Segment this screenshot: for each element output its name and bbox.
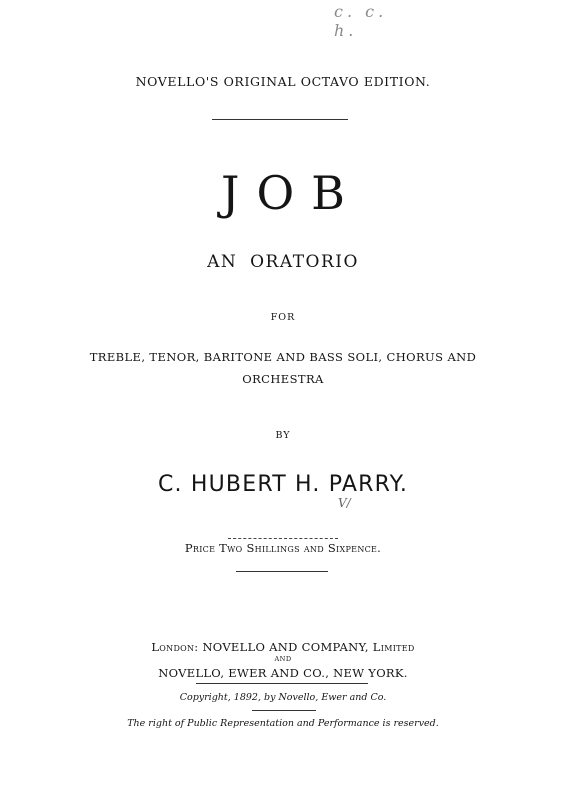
divider-rule [236, 571, 328, 572]
voices-line-2: ORCHESTRA [242, 372, 324, 386]
price-text: Price Two Shillings and Sixpence. [184, 541, 382, 555]
divider-rule [212, 119, 348, 120]
by-label: BY [275, 430, 291, 441]
and-label: AND [274, 655, 292, 663]
divider-rule [196, 683, 368, 684]
work-title: JOB [221, 166, 362, 220]
work-subtitle: AN ORATORIO [207, 252, 359, 272]
divider-rule [252, 710, 316, 711]
publisher-line-2: NOVELLO, EWER AND CO., NEW YORK. [158, 666, 408, 680]
publisher-line-1: London: NOVELLO AND COMPANY, Limited [151, 640, 415, 654]
author-name: C. HUBERT H. PARRY. [157, 472, 409, 497]
for-label: FOR [270, 312, 296, 323]
voices-line-1: TREBLE, TENOR, BARITONE AND BASS SOLI, CHORUS AND [89, 350, 477, 364]
margin-mark: V/ [338, 496, 351, 510]
library-mark: c. c. h. [334, 2, 388, 40]
divider-rule-dashed [228, 538, 338, 539]
rights-notice: The right of Public Representation and Performance is reserved. [127, 718, 439, 729]
edition-heading: NOVELLO'S ORIGINAL OCTAVO EDITION. [135, 74, 431, 89]
copyright-notice: Copyright, 1892, by Novello, Ewer and Co. [179, 692, 387, 703]
